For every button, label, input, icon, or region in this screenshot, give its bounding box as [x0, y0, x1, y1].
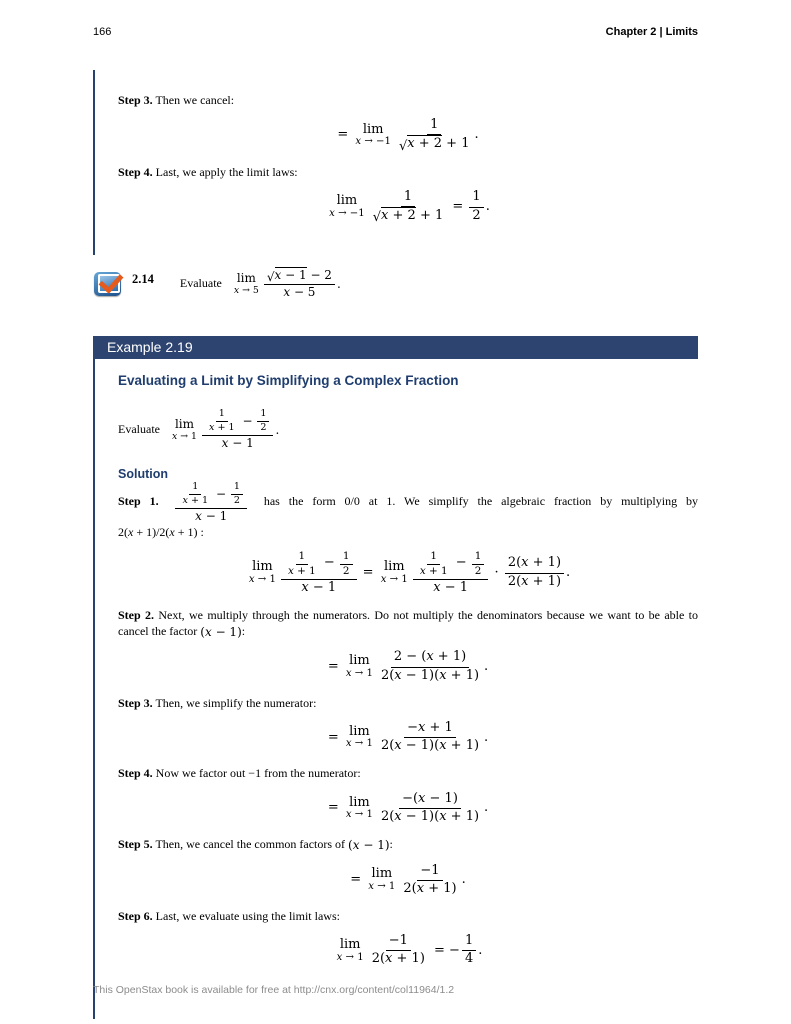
step-3-equation: = lim x → 1 −x + 1 2(x − 1)(x + 1) .: [327, 719, 489, 754]
evaluate-equation: lim x → 1 1 x + 1 − $\frac{1}{2}$ x − 1 .: [171, 408, 280, 451]
step-6-equation: lim x → 1 $\frac{-1}{2(x + 1)}$ = − $\frac{1}{4}$ .: [336, 933, 483, 967]
example-body: [93, 359, 698, 1018]
step-1-label: Step 1.: [118, 494, 159, 509]
step-5-inline-math: (x − 1): [348, 838, 390, 853]
checkpoint-equation: lim x → 5 √ x − 1 − 2 x − 5 .: [233, 267, 341, 300]
step-3-label: Step 3.: [118, 695, 153, 710]
step-4-equation: = lim x → 1 −(x − 1) 2(x − 1)(x + 1) .: [327, 790, 489, 824]
footer-note: This OpenStax book is available for free at http://cnx.org/content/col11964/1.2: [93, 984, 455, 996]
step-1-inline-fraction: 1 x + 1 − $\frac{1}{2}$ x − 1: [173, 481, 248, 524]
checkpoint-number: 2.14: [132, 272, 154, 287]
step-4-label: Step 4.: [118, 766, 153, 781]
solution-steps: [118, 481, 698, 967]
main-column: [93, 70, 698, 1019]
step-3-label: Step 3.: [118, 93, 153, 107]
step-2-label: Step 2.: [118, 607, 155, 622]
step-3-paragraph: [118, 92, 698, 108]
evaluate-label: Evaluate: [118, 422, 160, 437]
step-2-inline-math: (x − 1): [200, 625, 242, 640]
step-4-label: Step 4.: [118, 164, 153, 179]
equation-cancel: = lim x → −1 1 √ x + 2 + 1 .: [337, 117, 479, 154]
step-3-paragraph: Step 3. Then, we simplify the numerator:: [118, 695, 317, 710]
step-2-paragraph: Step 2. Next, we multiply through the numerators. Do not multiply the denominators because we want to be able to cancel the factor (x − 1) :: [118, 607, 698, 640]
page-number: 166: [93, 26, 112, 38]
step-6-label: Step 6.: [118, 909, 153, 923]
example-box: [93, 336, 698, 1018]
step-4-paragraph: Step 4. Now we factor out −1 from the numerator:: [118, 766, 361, 781]
step-5-label: Step 5.: [118, 837, 153, 852]
step-1-equation: lim x → 1 1 x + 1 − $\frac{1}{2}$ x − 1 = lim x → 1 1 x + 1 − $\frac{1}{2}$ x − 1 · 2(x + 1) 2(x + 1) .: [248, 549, 571, 595]
evaluate-line: [118, 408, 698, 451]
checkpoint-body: [180, 267, 341, 300]
step-4-text: Last, we apply the limit laws:: [152, 164, 298, 179]
page-header: [93, 26, 698, 38]
step-1-paragraph: [118, 481, 698, 524]
step-3-text: Then we cancel:: [152, 93, 235, 107]
checkpoint-checkbox-icon: [94, 270, 124, 297]
solution-heading: Solution: [118, 467, 168, 482]
step-4-paragraph: [118, 164, 698, 180]
step-6-paragraph: Step 6. Last, we evaluate using the limit laws:: [118, 909, 340, 923]
step-1-text: has the form 0/0 at 1. We simplify the algebraic fraction by multiplying by: [263, 494, 699, 509]
chapter-title: Chapter 2 | Limits: [605, 26, 698, 38]
step-5-paragraph: Step 5. Then, we cancel the common factors of (x − 1) :: [118, 837, 393, 853]
checkpoint-prompt: Evaluate: [179, 276, 222, 291]
example-title: Evaluating a Limit by Simplifying a Complex Fraction: [118, 373, 459, 389]
previous-example-continuation: [93, 70, 698, 255]
equation-limit-laws: lim x → −1 1 √ x + 2 + 1 = $\frac{1}{2}$ .: [329, 188, 490, 226]
checkpoint: [93, 267, 698, 300]
step-2-equation: = lim x → 1 2 − (x + 1) 2(x − 1)(x + 1) .: [327, 649, 489, 683]
step-1-line2: 2(x + 1)/2(x + 1) :: [118, 525, 204, 540]
example-banner: Example 2.19: [93, 336, 698, 359]
step-5-equation: = lim x → 1 −1 2(x + 1) .: [350, 862, 466, 896]
